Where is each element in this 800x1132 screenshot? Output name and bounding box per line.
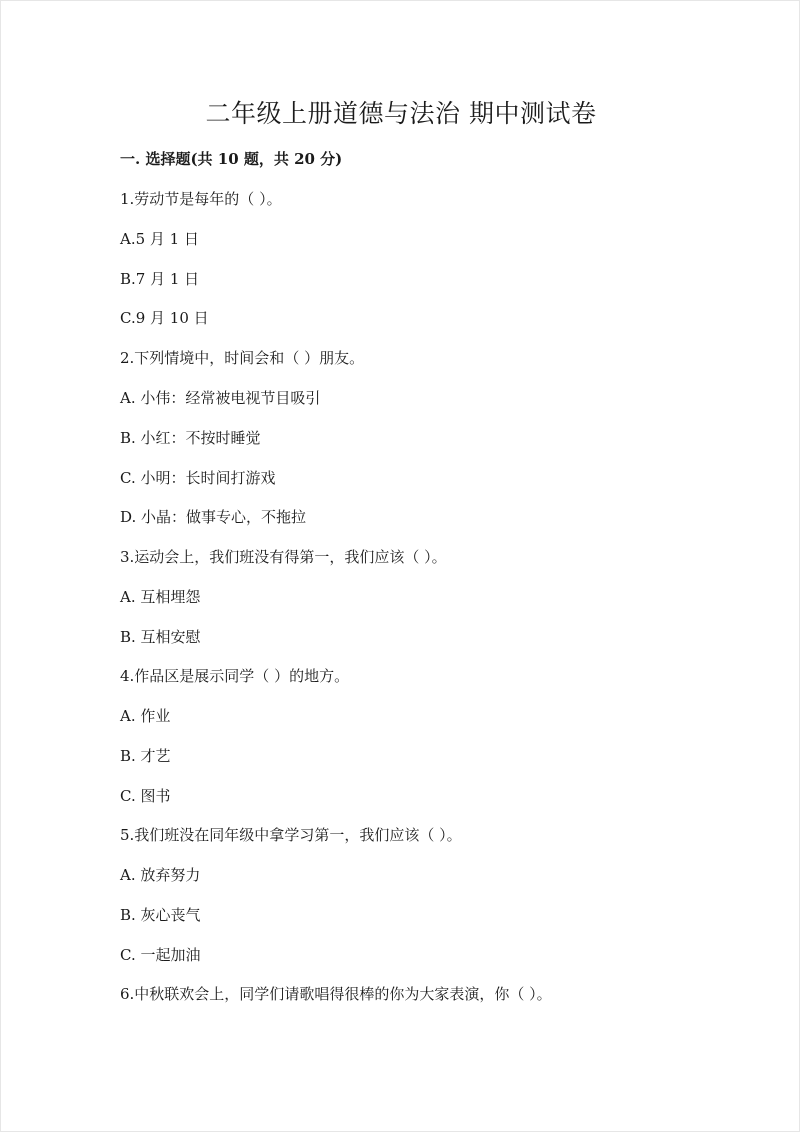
question-2-option-d: D. 小晶：做事专心，不拖拉 [120, 508, 307, 526]
question-6: 6.中秋联欢会上，同学们请歌唱得很棒的你为大家表演，你（ ）。 [120, 985, 552, 1003]
question-2-option-b: B. 小红：不按时睡觉 [120, 429, 261, 447]
question-2-option-a: A. 小伟：经常被电视节目吸引 [120, 389, 321, 407]
question-1: 1.劳动节是每年的（ ）。 [120, 190, 282, 208]
section-heading: 一. 选择题(共 10 题，共 20 分) [120, 150, 343, 168]
question-3-option-a: A. 互相埋怨 [120, 588, 201, 606]
question-5-option-b: B. 灰心丧气 [120, 906, 201, 924]
question-3-option-b: B. 互相安慰 [120, 628, 201, 646]
question-3: 3.运动会上，我们班没有得第一，我们应该（ ）。 [120, 548, 447, 566]
question-1-option-a: A.5 月 1 日 [120, 230, 199, 248]
question-4-option-b: B. 才艺 [120, 747, 171, 765]
question-1-option-c: C.9 月 10 日 [120, 309, 209, 327]
page-title: 二年级上册道德与法治 期中测试卷 [205, 99, 597, 128]
question-4-option-a: A. 作业 [120, 707, 171, 725]
question-2: 2.下列情境中，时间会和（ ）朋友。 [120, 349, 365, 367]
question-5: 5.我们班没在同年级中拿学习第一，我们应该（ ）。 [120, 826, 462, 844]
question-1-option-b: B.7 月 1 日 [120, 270, 200, 288]
question-4-option-c: C. 图书 [120, 787, 171, 805]
question-2-option-c: C. 小明：长时间打游戏 [120, 469, 276, 487]
question-5-option-c: C. 一起加油 [120, 946, 201, 964]
question-5-option-a: A. 放弃努力 [120, 866, 201, 884]
question-4: 4.作品区是展示同学（ ）的地方。 [120, 667, 350, 685]
